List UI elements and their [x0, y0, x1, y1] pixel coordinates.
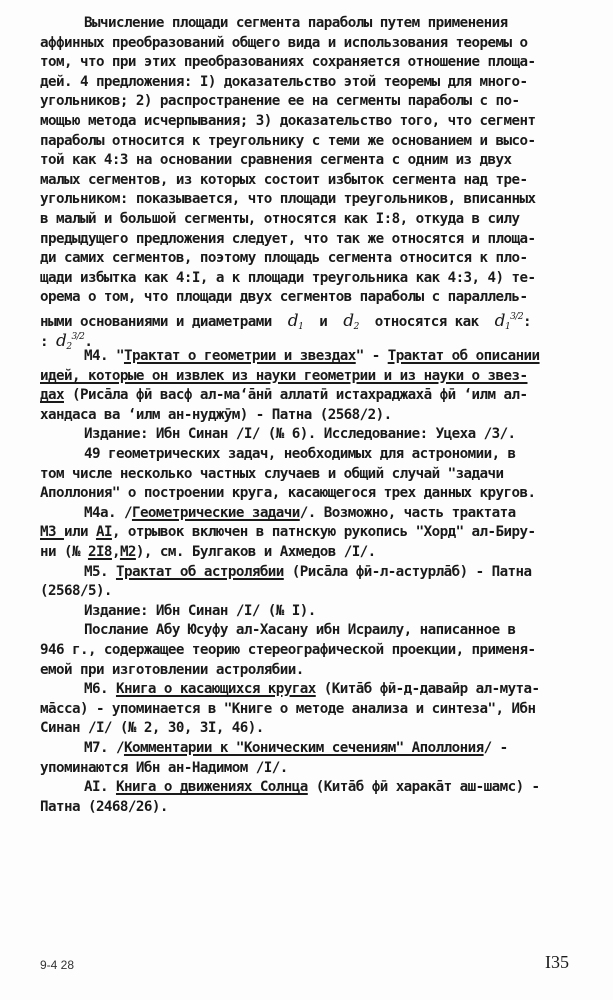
- text-line: [40, 445, 580, 465]
- text-line: [40, 171, 580, 191]
- text-run: щади избытка как 4:I, а к площади треугольника как 4:3, 4) те-: [40, 269, 536, 286]
- text-run: ди самих сегментов, поэтому площадь сегмента относится к пло-: [40, 250, 528, 267]
- text-line: [40, 269, 580, 289]
- text-run: мощью метода исчерпывания; 3) доказательство того, что сегмент: [40, 112, 536, 129]
- text-run: М7. /: [84, 739, 124, 756]
- text-run: относятся как: [358, 313, 495, 330]
- underlined-title: Книга о движениях Солнца: [115, 779, 308, 796]
- text-run: Вычисление площади сегмента параболы путем применения: [84, 15, 508, 31]
- text-run: /. Возможно, часть трактата: [299, 504, 516, 521]
- text-run: той как 4:3 на основании сравнения сегмента с одним из двух: [40, 152, 512, 169]
- text-line: [40, 425, 580, 445]
- text-line: [40, 563, 580, 583]
- text-run: ), см. Булгаков и Ахмедов /I/.: [135, 544, 376, 561]
- text-line: [40, 543, 580, 563]
- text-run: предыдущего предложения следует, что так же относятся и площа-: [40, 230, 536, 247]
- text-run: параболы относится к треугольнику с теми же основанием и высо-: [40, 132, 536, 149]
- text-run: / -: [483, 739, 508, 756]
- text-line: [40, 367, 580, 387]
- text-line: [40, 132, 580, 152]
- text-line: [40, 621, 580, 641]
- text-line: [40, 798, 580, 818]
- text-run: том, что при этих преобразованиях сохраняется отношение площа-: [40, 54, 536, 71]
- underlined-title: Трактат о геометрии и звездах: [123, 348, 356, 365]
- text-line: [40, 386, 580, 406]
- text-run: ,: [111, 544, 120, 561]
- text-line: [40, 92, 580, 112]
- text-line: [40, 406, 580, 426]
- text-run: Патна (2468/26).: [40, 798, 168, 815]
- underlined-title: М2: [119, 544, 136, 561]
- text-run: М4а. /: [84, 504, 132, 521]
- text-line: [40, 230, 580, 250]
- underlined-title: Комментарии к "Коническим сечениям" Аполлония: [123, 739, 484, 756]
- math-subscript: 2: [66, 341, 72, 352]
- text-line: [40, 249, 580, 269]
- math-subscript: 1: [504, 321, 511, 332]
- text-run: угольников; 2) распространение ее на сегменты параболы с по-: [40, 93, 520, 110]
- text-line: [40, 602, 580, 622]
- text-line: [40, 523, 580, 543]
- text-line: [40, 308, 580, 332]
- text-run: том числе несколько частных случаев и общий случай "задачи: [40, 465, 504, 482]
- text-run: (Рисāла фӣ-л-астурлāб) - Патна: [283, 563, 532, 580]
- math-superscript: 3/2: [510, 311, 524, 322]
- text-line: [40, 680, 580, 700]
- underlined-title: АI: [95, 524, 112, 541]
- text-run: .: [84, 333, 93, 350]
- text-line: [40, 465, 580, 485]
- text-line: [40, 759, 580, 779]
- text-run: :: [523, 313, 532, 330]
- text-run: Издание: Ибн Синан /I/ (№ I).: [84, 602, 316, 619]
- text-run: мāсса) - упоминается в "Книге о методе анализа и синтеза", Ибн: [40, 700, 536, 717]
- text-run: в малый и большой сегменты, относятся как I:8, откуда в силу: [40, 210, 520, 227]
- underlined-title: Трактат об астролябии: [115, 563, 284, 580]
- text-run: М5.: [84, 563, 116, 580]
- text-run: емой при изготовлении астролябии.: [40, 661, 304, 678]
- math-symbol: $d_1^{3/2}$: [494, 310, 524, 332]
- math-superscript: 3/2: [71, 331, 85, 342]
- math-subscript: 1: [298, 321, 304, 332]
- text-run: ными основаниями и диаметрами: [40, 313, 288, 330]
- printer-signature: 9-4 28: [40, 958, 75, 972]
- underlined-title: М3: [40, 524, 64, 541]
- text-run: М4. ": [84, 348, 124, 365]
- text-run: " -: [355, 348, 388, 365]
- text-line: [40, 288, 580, 308]
- text-line: [40, 582, 580, 602]
- text-line: [40, 504, 580, 524]
- text-line: [40, 151, 580, 171]
- text-line: [40, 14, 580, 34]
- text-line: [40, 700, 580, 720]
- text-line: [40, 719, 580, 739]
- text-line: [40, 190, 580, 210]
- text-line: [40, 210, 580, 230]
- text-line: [40, 53, 580, 73]
- text-run: М6.: [84, 681, 116, 698]
- math-symbol: $d_1$: [287, 310, 304, 332]
- underlined-title: Трактат об описании: [387, 348, 540, 365]
- text-run: 49 геометрических задач, необходимых для астрономии, в: [84, 446, 516, 463]
- text-run: орема о том, что площади двух сегментов параболы с параллель-: [40, 289, 528, 306]
- math-symbol: $d_2^{3/2}$: [55, 330, 85, 352]
- text-line: [40, 641, 580, 661]
- text-line: [40, 112, 580, 132]
- underlined-title: Геометрические задачи: [131, 504, 300, 521]
- text-run: Аполлония" о построении круга, касающегося трех данных кругов.: [40, 485, 536, 502]
- text-run: Синан /I/ (№ 2, 30, 3I, 46).: [40, 720, 264, 737]
- text-run: АI.: [84, 779, 116, 796]
- math-symbol: $d_2$: [343, 310, 359, 332]
- text-run: (Китāб фӣ-д-даваӣр ал-мута-: [315, 681, 540, 698]
- text-run: Послание Абу Юсуфу ал-Хасану ибн Исраилу, написанное в: [84, 622, 516, 639]
- text-line: [40, 778, 580, 798]
- text-line: [40, 661, 580, 681]
- text-run: (2568/5).: [40, 583, 112, 600]
- underlined-title: дах: [40, 387, 64, 404]
- text-run: или: [63, 524, 96, 541]
- text-run: (Рисāла фӣ васф ал-ма‘āнӣ аллатӣ истахраджахā фӣ ‘илм ал-: [63, 387, 528, 404]
- math-subscript: 2: [353, 321, 359, 332]
- underlined-title: 2I8: [87, 544, 112, 561]
- underlined-title: Книга о касающихся кругах: [115, 681, 316, 698]
- text-run: аффинных преобразований общего вида и использования теоремы о: [40, 34, 528, 51]
- text-run: :: [40, 333, 56, 350]
- text-run: ни (№: [40, 544, 88, 561]
- text-line: [40, 347, 580, 367]
- body-text: [40, 14, 580, 817]
- text-run: (Китāб фӣ харакāт аш-шамс) -: [307, 779, 540, 796]
- text-run: дей. 4 предложения: I) доказательство этой теоремы для много-: [40, 73, 528, 90]
- text-run: 946 г., содержащее теорию стереографической проекции, применя-: [40, 642, 536, 658]
- text-run: хандаса ва ‘илм ан-нуджӯм) - Патна (2568/2).: [40, 406, 392, 423]
- page-number: I35: [545, 952, 569, 972]
- text-run: и: [303, 313, 344, 330]
- text-run: Издание: Ибн Синан /I/ (№ 6). Исследование: Уцеха /3/.: [84, 426, 516, 443]
- text-run: малых сегментов, из которых состоит избыток сегмента над тре-: [40, 171, 528, 188]
- text-run: упоминаются Ибн ан-Надимом /I/.: [40, 759, 288, 776]
- text-run: угольником: показывается, что площади треугольников, вписанных: [40, 191, 536, 208]
- text-line: [40, 34, 580, 54]
- text-run: , отрывок включен в патнскую рукопись "Хорд" ал-Биру-: [111, 524, 536, 541]
- text-line: [40, 739, 580, 759]
- text-line: [40, 73, 580, 93]
- underlined-title: идей, которые он извлек из науки геометрии и из науки о звез-: [40, 367, 528, 384]
- text-line: [40, 484, 580, 504]
